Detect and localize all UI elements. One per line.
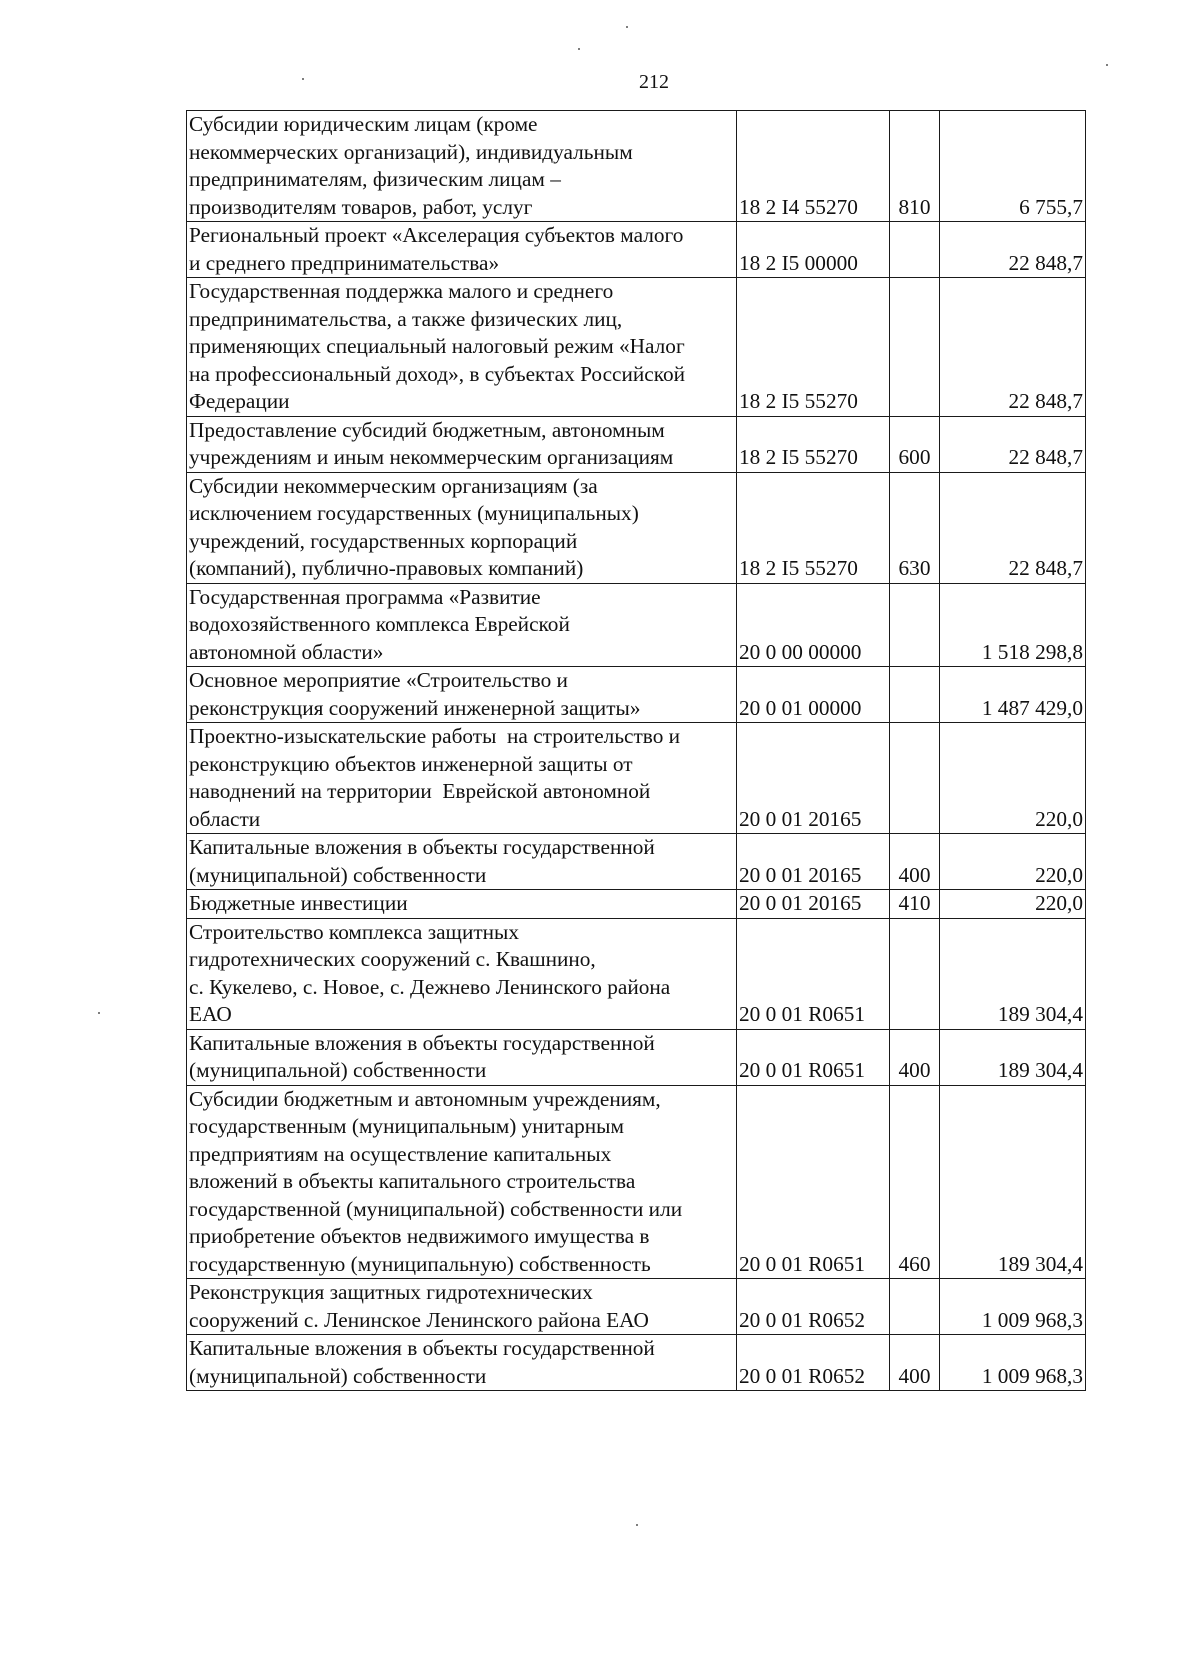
expense-type-cell — [890, 1279, 940, 1335]
expense-type-cell: 460 — [890, 1085, 940, 1279]
expense-type-cell — [890, 222, 940, 278]
expense-type-cell — [890, 723, 940, 834]
scan-speck — [1106, 64, 1108, 66]
target-code-cell: 18 2 I5 00000 — [737, 222, 890, 278]
item-name-cell: Капитальные вложения в объекты государственной (муниципальной) собственности — [187, 834, 737, 890]
table-row — [187, 1029, 1086, 1085]
table-row — [187, 472, 1086, 583]
item-name-cell: Субсидии юридическим лицам (кроме некоммерческих организаций), индивидуальным предпринимателям, физическим лицам – производителям товаров, работ, услуг — [187, 111, 737, 222]
table-row — [187, 890, 1086, 919]
budget-table-body — [187, 111, 1086, 1391]
target-code-cell: 20 0 01 R0651 — [737, 1029, 890, 1085]
scan-speck — [636, 1524, 638, 1526]
amount-cell: 220,0 — [940, 834, 1086, 890]
expense-type-cell — [890, 918, 940, 1029]
table-row — [187, 723, 1086, 834]
amount-cell: 1 009 968,3 — [940, 1335, 1086, 1391]
table-row — [187, 918, 1086, 1029]
expense-type-cell: 600 — [890, 416, 940, 472]
target-code-cell: 18 2 I5 55270 — [737, 278, 890, 417]
target-code-cell: 18 2 I5 55270 — [737, 472, 890, 583]
amount-cell: 1 487 429,0 — [940, 667, 1086, 723]
table-row — [187, 111, 1086, 222]
table-row — [187, 1085, 1086, 1279]
item-name-cell: Субсидии бюджетным и автономным учреждениям, государственным (муниципальным) унитарным предприятиям на осуществление капитальных вложений в объекты капитального строительства государственной (муниципальной) собственности или приобретение объектов недвижимого имущества в государственную (муниципальную) собственность — [187, 1085, 737, 1279]
item-name-cell: Государственная поддержка малого и среднего предпринимательства, а также физических лиц, применяющих специальный налоговый режим «Налог на профессиональный доход», в субъектах Российской Федерации — [187, 278, 737, 417]
target-code-cell: 20 0 00 00000 — [737, 583, 890, 667]
item-name-cell: Региональный проект «Акселерация субъектов малого и среднего предпринимательства» — [187, 222, 737, 278]
item-name-cell: Реконструкция защитных гидротехнических сооружений с. Ленинское Ленинского района ЕАО — [187, 1279, 737, 1335]
table-row — [187, 278, 1086, 417]
item-name-cell: Бюджетные инвестиции — [187, 890, 737, 919]
expense-type-cell: 810 — [890, 111, 940, 222]
item-name-cell: Основное мероприятие «Строительство и реконструкция сооружений инженерной защиты» — [187, 667, 737, 723]
target-code-cell: 18 2 I5 55270 — [737, 416, 890, 472]
target-code-cell: 20 0 01 20165 — [737, 890, 890, 919]
item-name-cell: Капитальные вложения в объекты государственной (муниципальной) собственности — [187, 1029, 737, 1085]
item-name-cell: Капитальные вложения в объекты государственной (муниципальной) собственности — [187, 1335, 737, 1391]
target-code-cell: 20 0 01 20165 — [737, 723, 890, 834]
table-row — [187, 222, 1086, 278]
target-code-cell: 20 0 01 R0652 — [737, 1335, 890, 1391]
amount-cell: 22 848,7 — [940, 222, 1086, 278]
target-code-cell: 20 0 01 R0651 — [737, 1085, 890, 1279]
amount-cell: 6 755,7 — [940, 111, 1086, 222]
scan-speck — [578, 48, 580, 50]
table-row — [187, 1279, 1086, 1335]
expense-type-cell — [890, 667, 940, 723]
expense-type-cell: 400 — [890, 834, 940, 890]
expense-type-cell: 400 — [890, 1029, 940, 1085]
table-row — [187, 667, 1086, 723]
item-name-cell: Строительство комплекса защитных гидротехнических сооружений с. Квашнино, с. Кукелево, с. Новое, с. Дежнево Ленинского района ЕАО — [187, 918, 737, 1029]
amount-cell: 189 304,4 — [940, 1085, 1086, 1279]
target-code-cell: 20 0 01 R0651 — [737, 918, 890, 1029]
amount-cell: 220,0 — [940, 723, 1086, 834]
expense-type-cell — [890, 583, 940, 667]
amount-cell: 189 304,4 — [940, 1029, 1086, 1085]
table-row — [187, 583, 1086, 667]
table-row — [187, 834, 1086, 890]
amount-cell: 220,0 — [940, 890, 1086, 919]
target-code-cell: 18 2 I4 55270 — [737, 111, 890, 222]
amount-cell: 189 304,4 — [940, 918, 1086, 1029]
target-code-cell: 20 0 01 00000 — [737, 667, 890, 723]
scan-speck — [302, 78, 304, 80]
item-name-cell: Субсидии некоммерческим организациям (за исключением государственных (муниципальных) учреждений, государственных корпораций (компаний), публично-правовых компаний) — [187, 472, 737, 583]
amount-cell: 22 848,7 — [940, 472, 1086, 583]
expense-type-cell: 400 — [890, 1335, 940, 1391]
amount-cell: 1 009 968,3 — [940, 1279, 1086, 1335]
target-code-cell: 20 0 01 20165 — [737, 834, 890, 890]
expense-type-cell: 410 — [890, 890, 940, 919]
amount-cell: 1 518 298,8 — [940, 583, 1086, 667]
page-number: 212 — [639, 71, 669, 93]
expense-type-cell: 630 — [890, 472, 940, 583]
table-row — [187, 416, 1086, 472]
budget-table — [186, 110, 1086, 1391]
item-name-cell: Государственная программа «Развитие водохозяйственного комплекса Еврейской автономной области» — [187, 583, 737, 667]
item-name-cell: Проектно-изыскательские работы на строительство и реконструкцию объектов инженерной защиты от наводнений на территории Еврейской автономной области — [187, 723, 737, 834]
target-code-cell: 20 0 01 R0652 — [737, 1279, 890, 1335]
amount-cell: 22 848,7 — [940, 416, 1086, 472]
expense-type-cell — [890, 278, 940, 417]
scan-speck — [626, 26, 628, 28]
item-name-cell: Предоставление субсидий бюджетным, автономным учреждениям и иным некоммерческим организациям — [187, 416, 737, 472]
scan-speck — [98, 1012, 100, 1014]
table-row — [187, 1335, 1086, 1391]
amount-cell: 22 848,7 — [940, 278, 1086, 417]
